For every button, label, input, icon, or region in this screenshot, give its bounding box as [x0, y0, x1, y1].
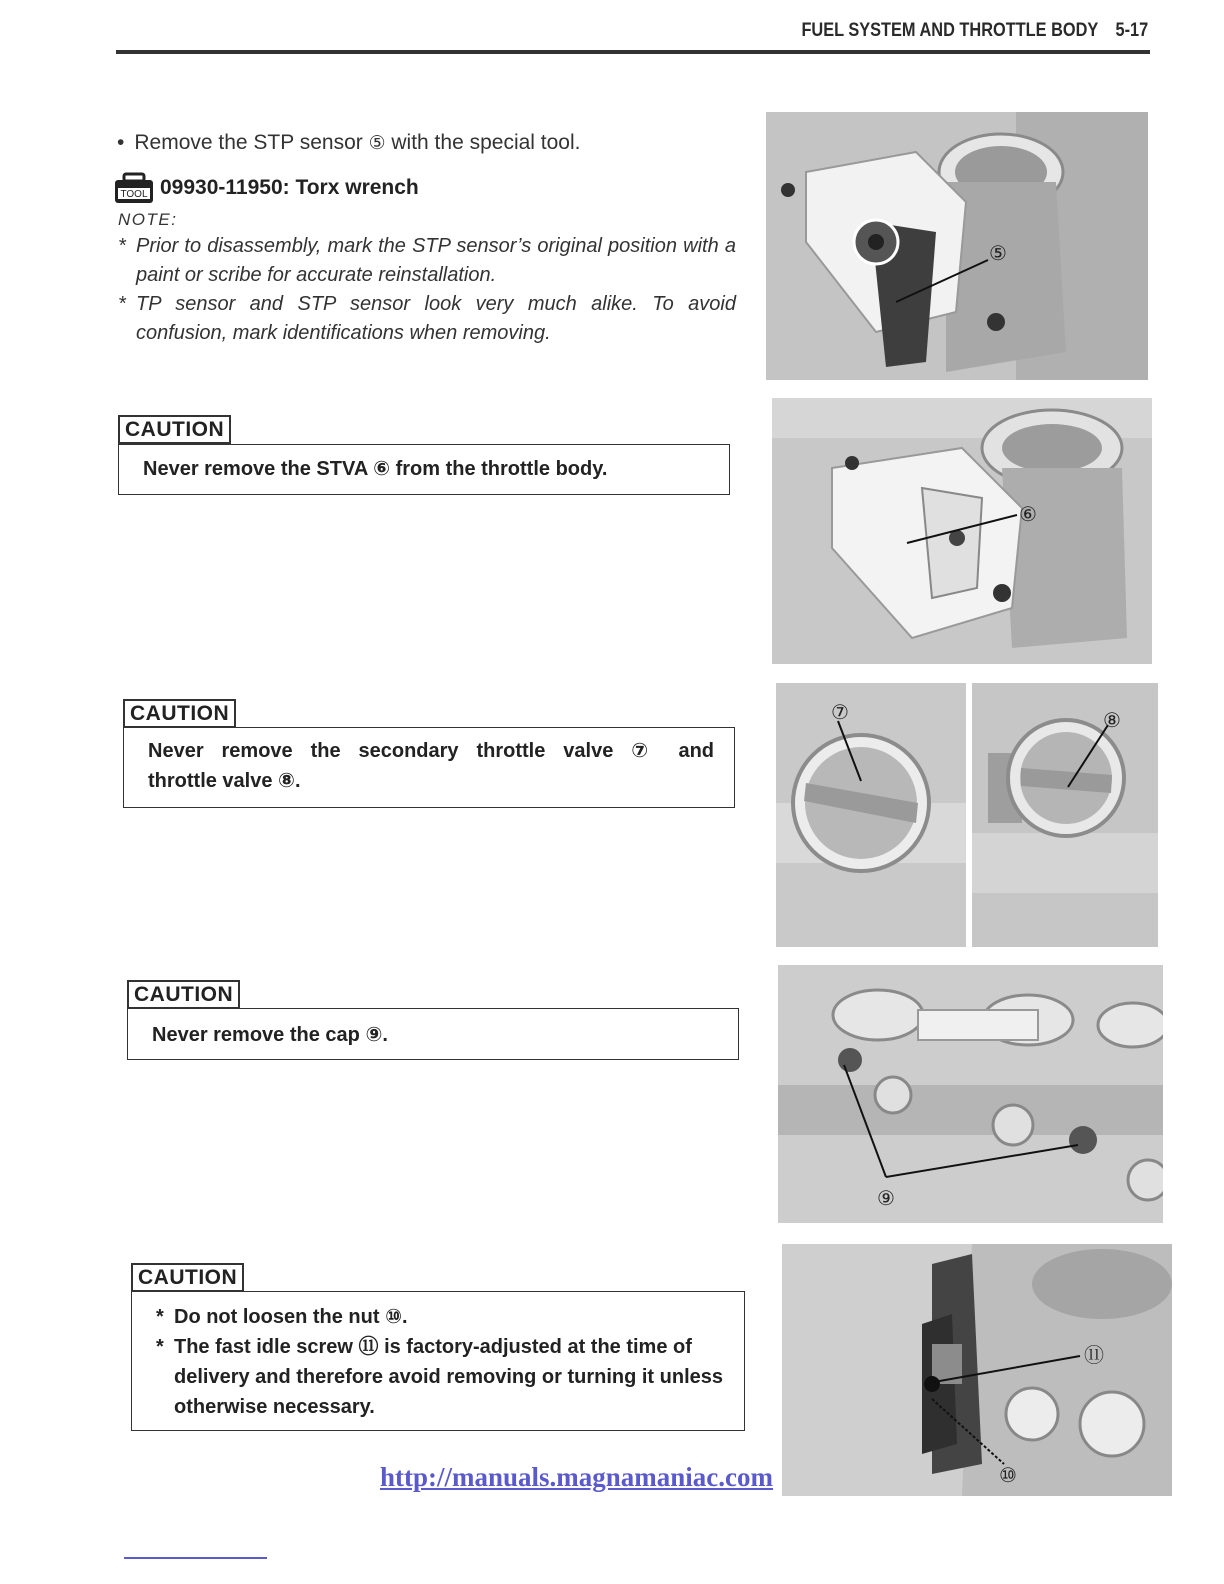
note-item: * Prior to disassembly, mark the STP sensor’s original position with a paint or scribe for accurate reinstallation.	[118, 235, 736, 286]
callout-label: ⑪	[1084, 1343, 1104, 1367]
tool-part-number: 09930-11950: Torx wrench	[160, 176, 419, 199]
callout-label: ⑦	[831, 700, 849, 724]
photo-throttle-valves	[776, 683, 1158, 947]
special-tool-line	[114, 172, 419, 204]
throttle-valves-illustration	[776, 683, 1158, 947]
caution-box	[127, 1008, 739, 1060]
stp-sensor-illustration	[766, 112, 1148, 380]
callout-label: ⑥	[1019, 502, 1037, 526]
fast-idle-illustration	[782, 1244, 1172, 1496]
caution-label: CAUTION	[118, 415, 231, 444]
caution-box	[131, 1291, 745, 1431]
toolbox-icon	[114, 172, 154, 204]
photo-fast-idle	[782, 1244, 1172, 1496]
note-item-text: TP sensor and STP sensor look very much alike. To avoid confusion, mark identifications when removing.	[136, 293, 736, 344]
note-list	[118, 232, 736, 348]
photo-stp-sensor	[766, 112, 1148, 380]
callout-label: ⑧	[1103, 708, 1121, 732]
caps-illustration	[778, 965, 1163, 1223]
step-text-after: with the special tool.	[391, 131, 581, 154]
note-item-text: Prior to disassembly, mark the STP sensor’s original position with a paint or scribe for accurate reinstallation.	[136, 235, 736, 286]
running-header	[801, 20, 1148, 42]
callout-label: ⑩	[999, 1463, 1017, 1487]
header-rule	[116, 50, 1150, 54]
footer-rule	[124, 1557, 267, 1559]
step-ref-number: ⑤	[368, 132, 386, 154]
caution-box	[123, 727, 735, 808]
caution-bullet-text: The fast idle screw ⑪ is factory-adjusted at the time of delivery and therefore avoid removing or turning it unless otherwise necessary.	[174, 1336, 724, 1418]
caution-label: CAUTION	[127, 980, 240, 1009]
callout-label: ⑨	[877, 1186, 895, 1210]
page-number: 5-17	[1115, 20, 1148, 41]
photo-stva	[772, 398, 1152, 664]
step-instruction	[117, 131, 580, 155]
tool-icon-label: TOOL	[120, 189, 148, 200]
step-text-before: Remove the STP sensor	[134, 131, 363, 154]
caution-bullet-text: Do not loosen the nut ⑩.	[174, 1306, 408, 1328]
caution-box	[118, 444, 730, 495]
caution-text: Never remove the cap ⑨.	[152, 1024, 388, 1046]
bullet-mark: •	[117, 131, 125, 154]
stva-illustration	[772, 398, 1152, 664]
section-title: FUEL SYSTEM AND THROTTLE BODY	[801, 20, 1099, 41]
callout-label: ⑤	[989, 241, 1007, 265]
note-item: * TP sensor and STP sensor look very much alike. To avoid confusion, mark identifications when removing.	[118, 293, 736, 344]
caution-bullet: * The fast idle screw ⑪ is factory-adjusted at the time of delivery and therefore avoid removing or turning it unless otherwise necessary.	[156, 1336, 724, 1418]
caution-text: Never remove the secondary throttle valve ⑦ and	[148, 740, 714, 762]
caution-label: CAUTION	[123, 699, 236, 728]
caution-text: Never remove the STVA ⑥ from the throttle body.	[143, 458, 608, 480]
manual-source-link[interactable]: http://manuals.magnamaniac.com	[380, 1462, 774, 1492]
caution-text: throttle valve ⑧.	[148, 770, 301, 792]
note-heading: NOTE:	[118, 210, 178, 229]
caution-bullet: * Do not loosen the nut ⑩.	[156, 1306, 408, 1328]
photo-caps	[778, 965, 1163, 1223]
caution-label: CAUTION	[131, 1263, 244, 1292]
